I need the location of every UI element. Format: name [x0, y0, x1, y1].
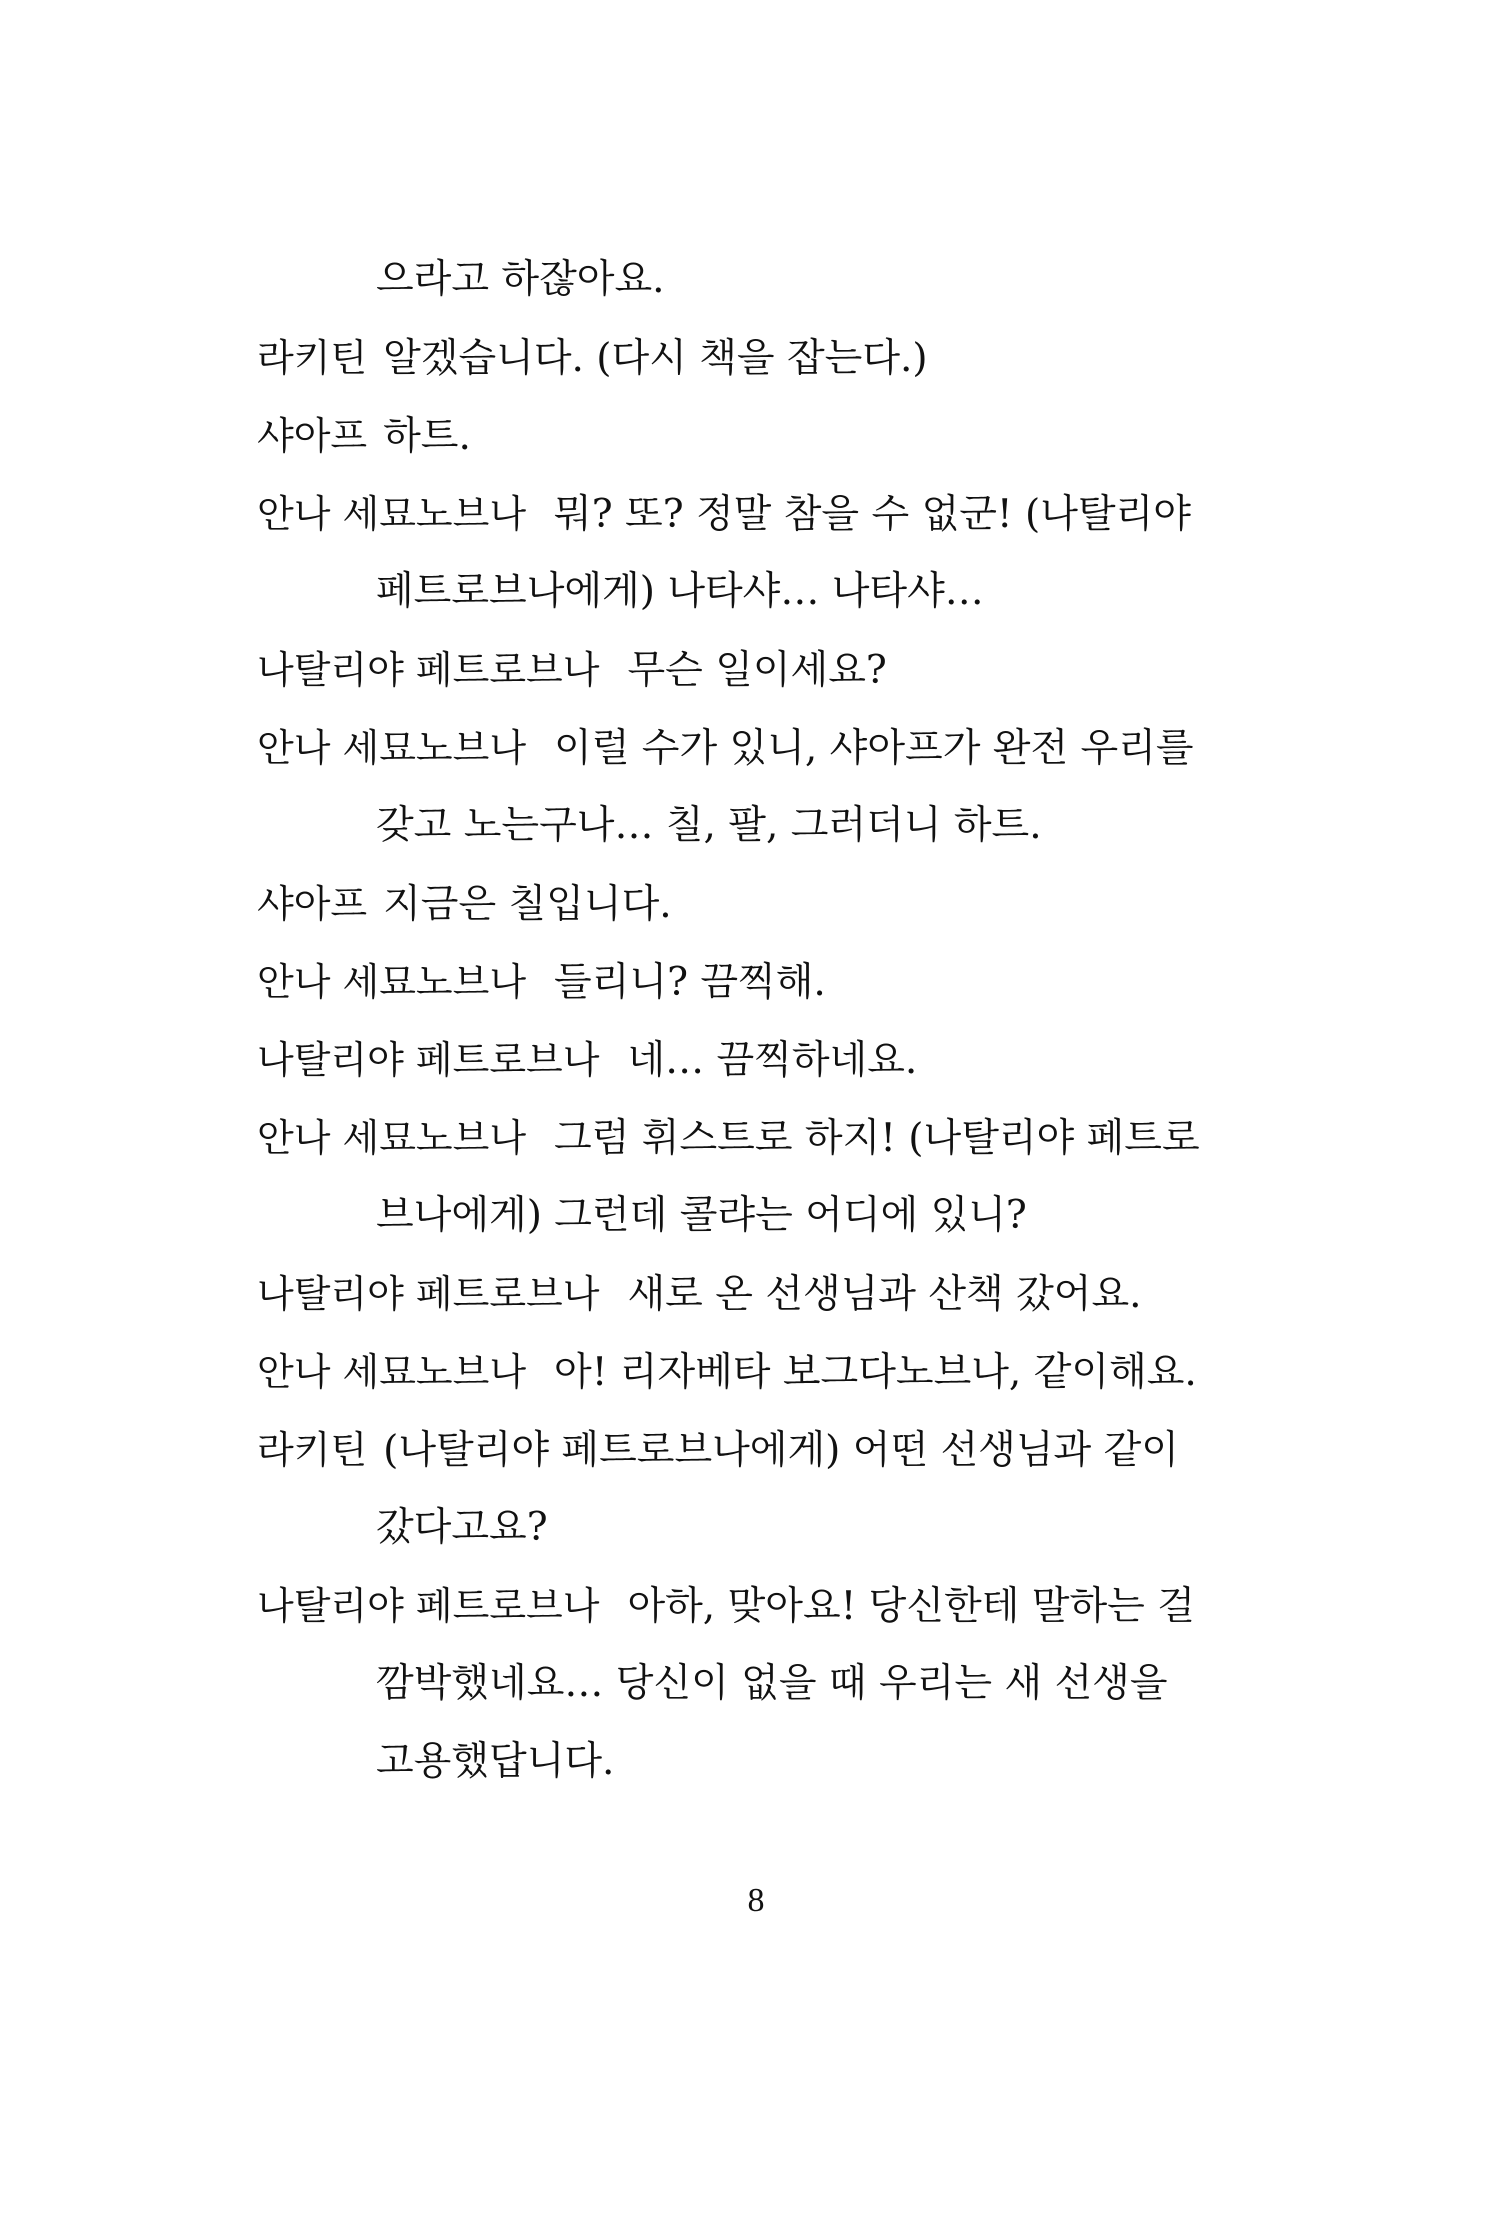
dialogue-text: 깜박했네요… 당신이 없을 때 우리는 새 선생을: [376, 1661, 1168, 1706]
dialogue-text: 이럴 수가 있니, 샤아프가 완전 우리를: [554, 726, 1194, 771]
dialogue-text: 네… 끔찍하네요.: [627, 1038, 918, 1083]
dialogue-text: 알겠습니다. (다시 책을 잡는다.): [383, 336, 928, 381]
dialogue-text: 아하, 맞아요! 당신한테 말하는 걸: [627, 1584, 1195, 1629]
continuation-line: [376, 1658, 1168, 1710]
dialogue-line: [257, 1112, 1200, 1165]
dialogue-line: [257, 1268, 1142, 1321]
speaker-name: 나탈리야 페트로브나: [257, 1272, 600, 1316]
dialogue-text: (나탈리야 페트로브나에게) 어떤 선생님과 같이: [383, 1428, 1179, 1473]
dialogue-text: 들리니? 끔찍해.: [554, 960, 826, 1005]
speaker-name: 라키틴: [257, 1428, 368, 1472]
dialogue-text: 으라고 하잖아요.: [376, 257, 665, 302]
dialogue-text: 새로 온 선생님과 산책 갔어요.: [627, 1272, 1142, 1317]
dialogue-line: [257, 1424, 1179, 1477]
speaker-name: 라키틴: [257, 336, 368, 380]
dialogue-line: [257, 956, 826, 1009]
speaker-name: 안나 세묘노브나: [257, 1350, 527, 1394]
speaker-name: 안나 세묘노브나: [257, 726, 527, 770]
dialogue-text: 뭐? 또? 정말 참을 수 없군! (나탈리야: [554, 492, 1191, 537]
dialogue-text: 그럼 휘스트로 하지! (나탈리야 페트로: [554, 1116, 1200, 1161]
continuation-line: [376, 1190, 1027, 1242]
continuation-line: [376, 1502, 548, 1554]
dialogue-text: 지금은 칠입니다.: [383, 882, 672, 927]
speaker-name: 나탈리야 페트로브나: [257, 1584, 600, 1628]
dialogue-line: [257, 1580, 1195, 1633]
dialogue-line: [257, 878, 672, 931]
dialogue-text: 아! 리자베타 보그다노브나, 같이해요.: [554, 1350, 1197, 1395]
continuation-line: [376, 566, 984, 618]
dialogue-text: 고용했답니다.: [376, 1739, 615, 1784]
dialogue-line: [257, 1346, 1197, 1399]
speaker-name: 샤아프: [257, 882, 368, 926]
dialogue-text: 페트로브나에게) 나타샤… 나타샤…: [376, 569, 984, 614]
dialogue-text: 갖고 노는구나… 칠, 팔, 그러더니 하트.: [376, 803, 1042, 848]
speaker-name: 나탈리야 페트로브나: [257, 1038, 600, 1082]
dialogue-text: 하트.: [383, 414, 471, 459]
speaker-name: 샤아프: [257, 414, 368, 458]
speaker-name: 안나 세묘노브나: [257, 960, 527, 1004]
continuation-line: [376, 800, 1042, 852]
speaker-name: 나탈리야 페트로브나: [257, 648, 600, 692]
dialogue-line: [257, 488, 1191, 541]
speaker-name: 안나 세묘노브나: [257, 492, 527, 536]
continuation-line: [376, 254, 665, 306]
dialogue-line: [257, 722, 1194, 775]
dialogue-line: [257, 410, 471, 463]
dialogue-line: [257, 332, 928, 385]
page-number: 8: [747, 1882, 765, 1919]
dialogue-text: 브나에게) 그런데 콜랴는 어디에 있니?: [376, 1193, 1027, 1238]
dialogue-line: [257, 1034, 917, 1087]
speaker-name: 안나 세묘노브나: [257, 1116, 527, 1160]
dialogue-text: 무슨 일이세요?: [627, 648, 887, 693]
dialogue-line: [257, 644, 887, 697]
dialogue-text: 갔다고요?: [376, 1505, 548, 1550]
continuation-line: [376, 1736, 614, 1788]
